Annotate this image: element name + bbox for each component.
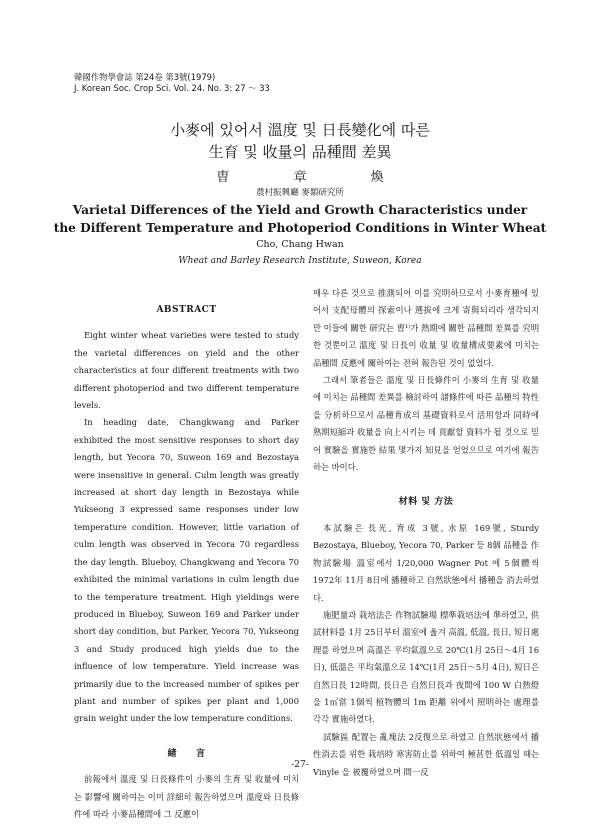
methods-paragraph-2: 施肥量과 栽培法은 作物試驗場 標準栽培法에 準하였고, 供試材料를 1月 25日부터 溫室에 옮겨 高溫, 低溫, 長日, 短日處理를 하였으며 高溫은 平均氣溫으로 20℃(1月 25日～4月 16日), 低溫은 平均氣溫으로 14℃(1月 25日～5月 4日), 短日은 自然日長 12時間, 長日은 自然日長과 夜間에 100 W 白熱燈을 1㎡當 1個씩 植物體의 1m 距離 위에서 照明하는 處理를 각각 實施하였다.: [313, 609, 539, 725]
korean-author: 曺 章 煥: [216, 170, 414, 185]
korean-title-line-1: 小麥에 있어서 溫度 및 日長變化에 따른: [170, 121, 430, 139]
journal-name-english: J. Korean Soc. Crop Sci. Vol. 24. No. 3: 27 ～ 33: [74, 83, 270, 93]
left-column: [74, 302, 299, 823]
abstract-heading: ABSTRACT: [156, 305, 217, 315]
methods-paragraph-3: 試驗區 配置는 亂塊法 2反復으로 하였고 自然狀態에서 播性消去를 위한 栽培時 寒害防止를 위하여 極甚한 低溫일 때는 Vinyle 을 被覆하였으며 間一反: [313, 731, 539, 777]
page-number: -27-: [291, 760, 309, 770]
introduction-paragraph-1: 매우 다른 것으로 推測되어 이를 究明하므로서 小麥育種에 있어서 支配母體의 探索이나 選拔에 크게 寄與되리라 생각되지만 이들에 關한 研究는 曺¹⁾가 熱期에 關한 品種間 差異를 究明한 것뿐이고 溫度 및 日長이 收量 및 收量構成要素에 미치는 品種間 反應에 關하여는 전혀 報告된 것이 없었다.: [313, 288, 539, 368]
korean-affiliation: 農村振興廳 麥類研究所: [256, 188, 344, 198]
english-title-line-1: Varietal Differences of the Yield and Growth Characteristics under: [72, 203, 528, 217]
methods-heading: 材料 및 方法: [398, 497, 454, 508]
introduction-text-left: 前報에서 溫度 및 日長條件이 小麥의 生育 및 收量에 미치는 影響에 關하여는 이미 詳細히 報告하였으며 溫度와 日長條件에 따라 小麥品種間에 그 反應이: [74, 774, 299, 819]
right-column: [313, 285, 539, 781]
journal-citation: [74, 72, 270, 94]
journal-name-korean: 韓國作物學會誌 第24卷 第3號(1979): [74, 72, 216, 82]
abstract-paragraph-1: Eight winter wheat varieties were tested to study the varietal differences on yield and the other characteristics at four different treatments with two different photoperiod and two different temperature levels.: [74, 330, 299, 411]
english-affiliation: Wheat and Barley Research Institute, Suweon, Korea: [178, 256, 422, 266]
korean-title-line-2: 生育 및 收量의 品種間 差異: [208, 143, 392, 161]
english-title-line-2: the Different Temperature and Photoperiod Conditions in Winter Wheat: [53, 221, 547, 235]
introduction-heading: 緖 言: [167, 748, 206, 759]
abstract-paragraph-2: In heading date, Changkwang and Parker exhibited the most sensitive responses to short day length, but Yecora 70, Suweon 169 and Bezostaya were insensitive in general. Culm length was greatly increased at short day length in Bezostaya while Yukseong 3 expressed same responses under low temperature condition. However, little variation of culm length was observed in Yecora 70 regardless the day length. Blueboy, Changkwang and Yecora 70 exhibited the minimal variations in culm length due to the temperature treatment. High yieldings were produced in Blueboy, Suweon 169 and Parker under short day condition, but Parker, Yecora 70, Yukseong 3 and Study produced high yields due to the influence of low temperature. Yield increase was primarily due to the increased number of spikes per plant and number of spikes per plant and 1,000 grain weight under the low temperature conditions.: [74, 417, 299, 724]
methods-paragraph-1: 本試驗은 長光, 育成 3號, 水原 169號, Sturdy Bezostaya, Blueboy, Yecora 70, Parker 등 8個 品種을 作物試驗場 溫室에서 1/20,000 Wagner Pot 에 5個體씩 1972年 11月 8日에 播種하고 自然狀態에서 播種을 消去하였다.: [313, 522, 539, 603]
english-author: Cho, Chang Hwan: [256, 239, 344, 250]
introduction-paragraph-2: 그래서 筆者들은 溫度 및 日長條件이 小麥의 生育 및 收量에 미치는 品種間 差異를 檢討하여 諸條件에 따른 品種의 特性을 分析하므로서 品種育成의 基礎資料로서 活用함과 同時에 熟期短縮과 收量을 向上시키는 데 貢獻할 資料가 될 것으로 믿어 實驗을 實施한 結果 몇가지 知見을 얻었으므로 여기에 報告하는 바이다.: [313, 375, 539, 473]
